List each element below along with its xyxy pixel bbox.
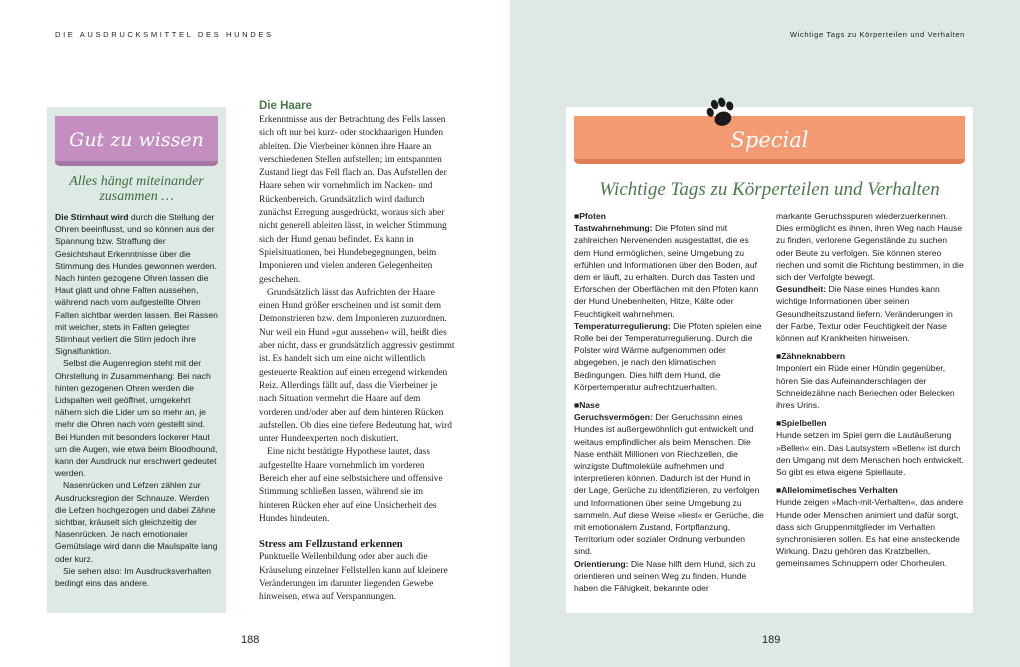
info-paragraph: Sie sehen also: Im Ausdrucksverhalten bedingt eins das andere.: [55, 565, 212, 589]
special-paragraph: [574, 411, 764, 557]
subheading: Stress am Fellzustand erkennen: [259, 539, 403, 551]
category-heading: ■Zähneknabbern: [776, 351, 846, 362]
main-paragraph: Eine nicht bestätigte Hypothese lautet, dass aufgestellte Haare vornehmlich im vorderen Bereich eher auf eine selbstsichere und offensive Stimmung schließen lassen, während sie im hinteren Rücken eher auf eine Unsicherheit des Hundes hindeuten.: [259, 447, 443, 524]
term: Orientierung:: [574, 558, 629, 569]
term-text: Die Nase eines Hundes kann wichtige Informationen über seinen Gesundheitszustand liefern. Veränderungen in der Farbe, Textur oder Feuchtigkeit der Nase können auf Krankheiten hinweisen.: [776, 284, 953, 344]
special-paragraph: [574, 222, 764, 320]
info-paragraph: Selbst die Augenregion steht mit der Ohrstellung in Zusammenhang: Bei nach hinten gezogenen Ohren werden die Lidspalten weit geöffnet, umgekehrt nähern sich die Lider um so mehr an, je mehr die Ohren nach vorn gestellt sind. Bei Hunden mit besonders lockerer Haut um die Augen, wie etwa beim Bloodhound, kann der Ausdruck nur erschwert gedeutet werden.: [55, 358, 218, 479]
special-box: [566, 107, 973, 613]
special-label: Special: [730, 128, 809, 152]
category-heading: ■Spielbellen: [776, 418, 827, 429]
category-heading: ■Nase: [574, 400, 600, 411]
special-column-left: [574, 210, 764, 594]
special-column-right: [776, 210, 966, 570]
term-text: Die Nase hilft dem Hund, sich zu orientieren und seinen Weg zu finden. Hunde haben die Fähigkeit, bekannte oder: [574, 558, 756, 594]
category-heading: ■Pfoten: [574, 211, 606, 221]
info-box-body: [55, 211, 218, 589]
main-text-2: [259, 551, 455, 604]
info-bold-lead: Die Stirnhaut wird: [55, 212, 129, 222]
term: Gesundheit:: [776, 284, 827, 295]
term: Tastwahrnehmung:: [574, 223, 653, 234]
info-text: durch die Stellung der Ohren beeinflusst, und so können aus der Spannung bzw. Straffung der Gesichtshaut Erkenntnisse über die Stimmung des Hundes gewonnen werden. Nach hinten gezogene Ohren lassen die Haut glatt und ohne Falten aussehen, während nach vorn aufgestellte Ohren Falten sichtbar werden lassen. Bei Rassen mit weicher, stets in Falten gelegter Stirnhaut verliert die Stirn jedoch ihre Signalfunktion.: [55, 212, 218, 357]
page-number-right: 189: [762, 634, 781, 646]
page-number-left: 188: [241, 634, 260, 646]
main-text: [259, 114, 455, 526]
section-heading: Die Haare: [259, 100, 313, 112]
special-paragraph: [574, 558, 764, 595]
special-paragraph: Imponiert ein Rüde einer Hündin gegenüber, hören Sie das Aufeinanderschlagen der Schneidezähne nach Beriechen oder Belecken ihres Urins.: [776, 363, 955, 411]
main-paragraph: Grundsätzlich lässt das Aufrichten der Haare einen Hund größer erscheinen und ist somit dem Demonstrieren bzw. dem Imponieren zuzuordnen. Nur weil ein Hund »gut aussehen« will, heißt dies aber nicht, dass er grundsätzlich aggressiv gestimmt ist. Es handelt sich um eine nicht willentlich gesteuerte Reaktion auf einen erregend wirkenden Reiz. Allerdings fällt auf, dass die Vierbeiner je nach Situation vermehrt die Haare auf dem vorderen und/oder aber auf dem hinteren Rücken aufstellen. Ob dies eine tiefere Bedeutung hat, wird unter Hundeexperten noch diskutiert.: [259, 287, 455, 445]
info-paragraph: Nasenrücken und Lefzen zählen zur Ausdrucksregion der Schnauze. Werden die Lefzen hochgezogen und dabei Zähne sichtbar, kräuselt sich gleichzeitig der Nasenrücken. Je nach emotionaler Gemütslage wird dann die Maulspalte lang oder kurz.: [55, 480, 218, 564]
term-text: Der Geruchssinn eines Hundes ist außergewöhnlich gut entwickelt und weitaus empfindlicher als beim Menschen. Die Nase enthält Millionen von Riechzellen, die winzigste Duftmoleküle aufnehmen und interpretieren können. Dadurch ist der Hund in der Lage, Gerüche zu identifizieren, zu verfolgen und Informationen über seine Umgebung zu sammeln. Auf diese Weise »liest« er Gerüche, die mit emotionalem Zustand, Fortpflanzung, Territorium oder sozialer Ordnung verbunden sind.: [574, 412, 764, 557]
main-paragraph: Erkenntnisse aus der Betrachtung des Fells lassen sich oft nur bei kurz- oder stockhaarigen Hunden ableiten. Die Vierbeiner können ihre Haare an verschiedenen Stellen aufstellen; im entspannten Zustand liegt das Fell flach an. Das Aufstellen der Haare sehen wir vornehmlich im Nacken- und Rückenbereich. Grundsätzlich wird dadurch zunächst Erregung ausgedrückt, woraus sich aber nicht generell ableiten lässt, in welcher Stimmung sich der Hund genau befindet. Es kann in Spielsituationen, bei Hundebegegnungen, beim Imponieren und vielen anderen Gelegenheiten geschehen.: [259, 115, 447, 285]
info-box-label: Gut zu wissen: [69, 128, 204, 151]
special-paragraph: Hunde setzen im Spiel gern die Lautäußerung »Bellen« ein. Das Lautsystem »Bellen« ist durch den Umgang mit dem Menschen hoch entwickelt. So gibt es etwa eigene Spiellaute.: [776, 430, 964, 478]
running-head: DIE AUSDRUCKSMITTEL DES HUNDES: [55, 30, 274, 39]
info-box-title: Alles hängt miteinander zusammen …: [69, 174, 204, 204]
term: Geruchsvermögen:: [574, 412, 653, 423]
main-column: [259, 100, 455, 604]
special-paragraph: [776, 283, 966, 344]
term: Temperaturregulierung:: [574, 320, 671, 331]
term-text: Die Pfoten sind mit zahlreichen Nervenenden ausgestattet, die es dem Hund ermöglichen, seine Umgebung zu erfühlen und Informationen über den Boden, auf dem er läuft, zu erhalten. Durch das Tasten und Erforschen der Oberflächen mit den Pfoten kann der Hund Unebenheiten, Hitze, Kälte oder Feuchtigkeit wahrnehmen.: [574, 223, 759, 319]
special-paragraph: Hunde zeigen »Mach-mit-Verhalten«, das andere Hunde oder Menschen animiert und dafür sorgt, dass sich Gruppenmitglieder im Verhalten synchronisieren sollen. Es hat eine ansteckende Wirkung. Dazu gehören das Kratzbellen, gemeinsames Schnuppern oder Chorheulen.: [776, 497, 964, 569]
category-heading: ■Allelomimetisches Verhalten: [776, 485, 898, 496]
special-title: Wichtige Tags zu Körperteilen und Verhalten: [599, 179, 940, 200]
special-paragraph: [574, 320, 764, 393]
special-paragraph: markante Geruchsspuren wiederzuerkennen. Dies ermöglicht es ihnen, ihren Weg nach Hause zu finden, verlorene Gegenstände zu suchen oder Beute zu verfolgen. Sie können stereo riechen und somit die Richtung bestimmen, in die sich der Verfolgte bewegt.: [776, 211, 964, 283]
info-paragraph: [55, 211, 218, 357]
info-box: [47, 107, 226, 613]
running-head: Wichtige Tags zu Körperteilen und Verhalten: [789, 30, 965, 39]
term-text: Die Pfoten spielen eine Rolle bei der Temperaturregulierung. Durch die Polster wird Wärme aufgenommen oder abgegeben, je nach den klimatischen Bedingungen. Dies hilft dem Hund, die Körpertemperatur aufrechtzuerhalten.: [574, 320, 762, 392]
main-paragraph: Punktuelle Wellenbildung oder aber auch die Kräuselung einzelner Fellstellen kann auf kleinere Veränderungen im darunter liegenden Gewebe hinweisen, etwa auf Verspannungen.: [259, 552, 448, 603]
